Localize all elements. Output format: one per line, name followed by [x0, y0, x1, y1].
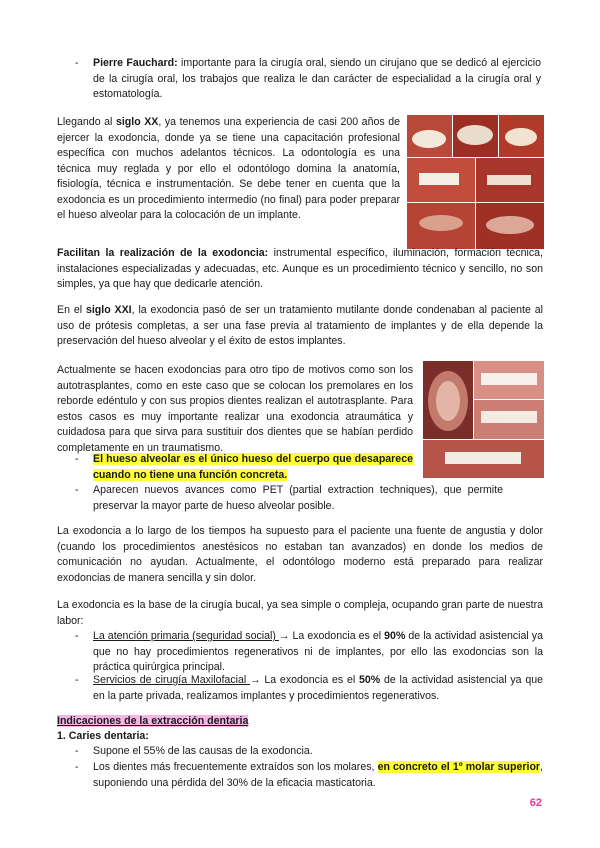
- atencion-primaria-label: La atención primaria (seguridad social): [93, 630, 279, 642]
- fauchard-text: importante para la cirugía oral, siendo un cirujano que se dedicó al ejercicio de la cirugía oral, los trabajos que realiza le dan carácter de especialidad a la cirugía oral y estomatología.: [93, 57, 541, 100]
- caries-bullet-1: Supone el 55% de las causas de la exodoncia.: [93, 745, 313, 757]
- siglo-xx-text: , ya tenemos una experiencia de casi 200 años de ejercer la exodoncia, donde ya se tiene una capacitación profesional específica con muchos adelantos técnicos. La odontología es una técnica muy reglada y por ello el odontólogo domina la anatomía, fisiología, técnica e instrumentación. Se debe tener en cuenta que la exodoncia es un procedimiento intermedio (no final) para poder preparar el hueso alveolar para la colocación de un implante.: [57, 116, 400, 221]
- surgery-photo-collage: [406, 114, 545, 250]
- maxilofacial-post: de la actividad asistencial ya que en la parte privada, realizamos implantes y procedimientos regenerativos.: [93, 674, 544, 702]
- base-paragraph: La exodoncia es la base de la cirugía bucal, ya sea simple o compleja, ocupando gran parte de nuestra labor:: [57, 599, 543, 627]
- indicaciones-heading-text: Indicaciones de la extracción dentaria: [57, 715, 249, 727]
- bullet-dash: -: [75, 57, 79, 69]
- hueso-alveolar-highlight: El hueso alveolar es el único hueso del cuerpo que desaparece cuando no tiene una función concreta.: [93, 453, 413, 481]
- bullet-dash: -: [75, 745, 79, 757]
- caries-bullet-2-highlight: en concreto el 1º molar superior: [377, 761, 541, 773]
- siglo-xxi-paragraph: [57, 303, 543, 350]
- siglo-xxi-pre: En el: [57, 304, 86, 316]
- actualmente-paragraph: Actualmente se hacen exodoncias para otro tipo de motivos como son los autotrasplantes, como en este caso que se colocan los premolares en los reborde edéntulo y con sus propios dientes realizan el autotrasplante. Para estos casos es muy importante realizar una exodoncia atraumática y cuidadosa para que sirva para sustituir dos dientes que se habían perdido completamente en un traumatismo.: [57, 364, 413, 454]
- siglo-xx-pre: Llegando al: [57, 116, 116, 128]
- bullet-dash: -: [75, 674, 79, 686]
- siglo-xxi-text: , la exodoncia pasó de ser un tratamiento mutilante donde condenaban al paciente al uso de prótesis completas, a ser una fase previa al tratamiento de implantes y de ella depende la preservación del hueso alveolar y el éxito de estos implantes.: [57, 304, 543, 347]
- bullet-dash: -: [75, 484, 79, 496]
- atencion-primaria-bullet: [93, 629, 543, 676]
- maxilofacial-pre: → La exodoncia es el: [250, 674, 359, 686]
- siglo-xx-paragraph: [57, 115, 400, 224]
- bullet-dash: -: [75, 453, 79, 465]
- hueso-alveolar-bullet: [93, 452, 413, 483]
- fauchard-paragraph: [93, 56, 541, 103]
- maxilofacial-pct: 50%: [358, 674, 381, 686]
- maxilofacial-bullet: [93, 673, 543, 704]
- angustia-paragraph: La exodoncia a lo largo de los tiempos ha supuesto para el paciente una fuente de angustia y dolor (cuando los procedimientos anestésicos no estaban tan avanzados) en donde los medios de comunicación no ayudan. Actualmente, el odontólogo moderno está preparado para realizar exodoncias de manera sencilla y sin dolor.: [57, 525, 543, 584]
- atencion-primaria-pre: → La exodoncia es el: [278, 630, 385, 642]
- bullet-dash: -: [75, 630, 79, 642]
- indicaciones-heading: [57, 714, 543, 730]
- page-number: 62: [529, 797, 542, 809]
- facilitan-text: instrumental específico, iluminación, formación técnica, instalaciones especializadas y adecuadas, etc. Aunque es un procedimiento técnico y sencillo, no son simples, ya que hay que dedicarle atención.: [57, 247, 543, 290]
- pet-bullet: Aparecen nuevos avances como PET (partial extraction techniques), que permite preservar la mayor parte de hueso alveolar posible.: [93, 484, 503, 512]
- atencion-primaria-post: de la actividad asistencial ya que no hay procedimientos regenerativos ni de implantes, por ello las exodoncias son la práctica quirúrgica principal.: [93, 630, 543, 673]
- caries-subheading: 1. Caries dentaria:: [57, 730, 149, 742]
- caries-bullet-2-post: , suponiendo una pérdida del 30% de la eficacia masticatoria.: [93, 761, 543, 789]
- fauchard-name: Pierre Fauchard:: [93, 57, 178, 69]
- surgery-photos-image: [407, 115, 544, 249]
- caries-bullet-2-pre: Los dientes más frecuentemente extraídos son los molares,: [93, 761, 378, 773]
- maxilofacial-label: Servicios de cirugía Maxilofacial: [93, 674, 250, 686]
- bullet-dash: -: [75, 761, 79, 773]
- facilitan-bold: Facilitan la realización de la exodoncia:: [57, 247, 269, 259]
- facilitan-paragraph: [57, 246, 543, 293]
- siglo-xx-bold: siglo XX: [115, 116, 159, 128]
- autotransplant-photos-image: [423, 361, 544, 478]
- caries-bullet-2: [93, 760, 543, 791]
- siglo-xxi-bold: siglo XXI: [85, 304, 132, 316]
- autotransplant-photo-collage: [422, 360, 545, 479]
- atencion-primaria-pct: 90%: [384, 630, 406, 642]
